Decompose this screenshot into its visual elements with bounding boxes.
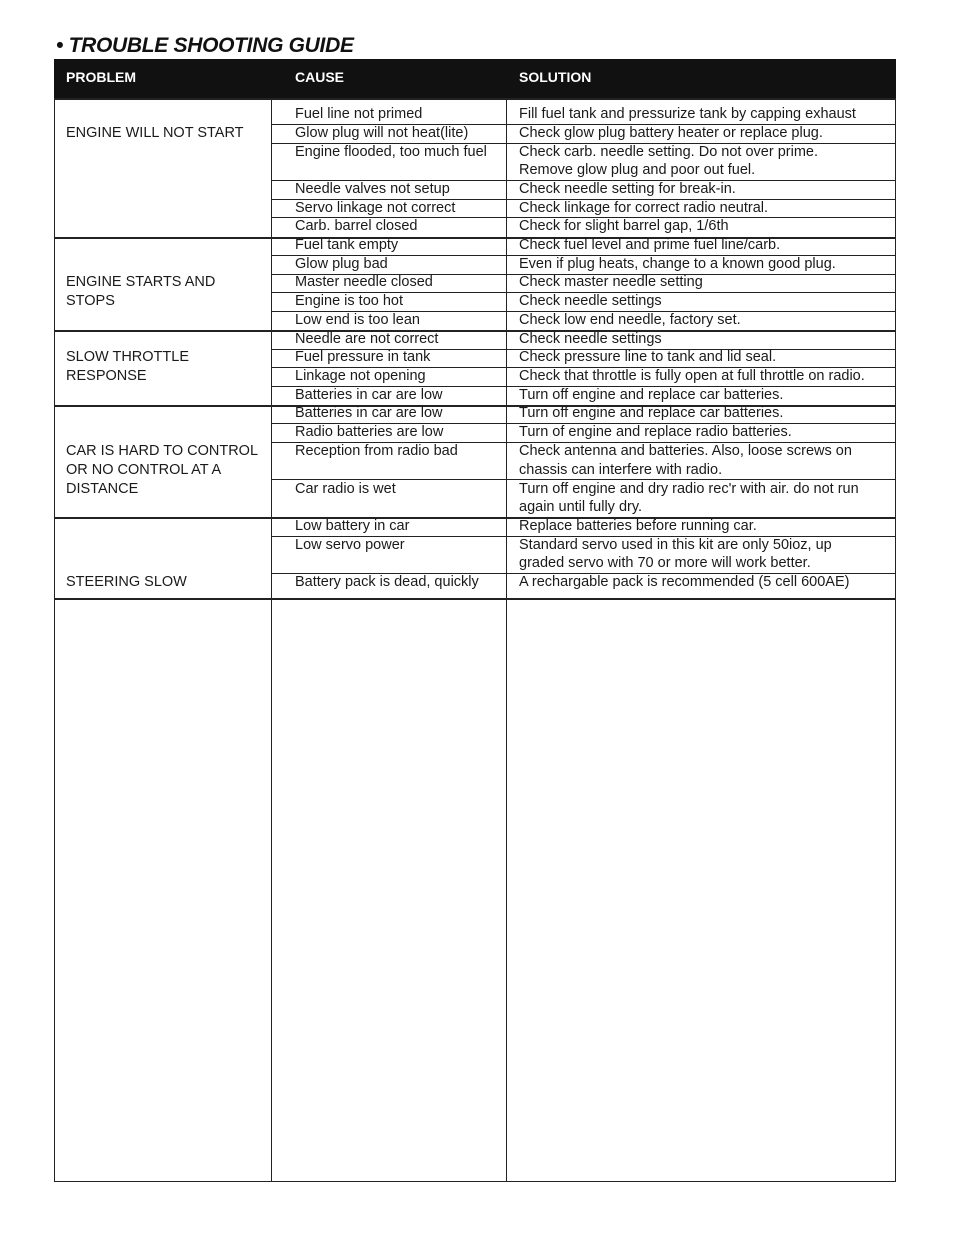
cause-cell: Batteries in car are low (295, 405, 443, 421)
cause-cell: Fuel pressure in tank (295, 349, 431, 365)
solution-cell: Even if plug heats, change to a known good plug. (519, 256, 836, 272)
column-divider (271, 99, 272, 1182)
problem-label: ENGINE WILL NOT START (66, 125, 244, 141)
solution-cell: Fill fuel tank and pressurize tank by capping exhaust (519, 106, 856, 122)
cause-cell: Engine flooded, too much fuel (295, 144, 487, 160)
solution-cell: A rechargable pack is recommended (5 cell 600AE) (519, 574, 850, 590)
cause-cell: Linkage not opening (295, 368, 426, 384)
cause-cell: Glow plug will not heat(lite) (295, 125, 469, 141)
cause-cell: Master needle closed (295, 274, 433, 290)
problem-label: STEERING SLOW (66, 574, 187, 590)
solution-cell: Turn off engine and replace car batteries. (519, 387, 784, 403)
header-cause: CAUSE (295, 69, 345, 85)
solution-cell: Check low end needle, factory set. (519, 312, 741, 328)
solution-cell: Check needle setting for break-in. (519, 181, 736, 197)
solution-cell: Check needle settings (519, 293, 662, 309)
solution-cell: again until fully dry. (519, 499, 643, 515)
solution-cell: Check linkage for correct radio neutral. (519, 200, 769, 216)
cause-cell: Radio batteries are low (295, 424, 444, 440)
solution-cell: Check that throttle is fully open at full throttle on radio. (519, 368, 865, 384)
solution-cell: Check fuel level and prime fuel line/carb. (519, 237, 781, 253)
solution-cell: chassis can interfere with radio. (519, 462, 723, 478)
solution-cell: Check master needle setting (519, 274, 703, 290)
cause-cell: Carb. barrel closed (295, 218, 418, 234)
solution-cell: Check glow plug battery heater or replace plug. (519, 125, 823, 141)
cause-cell: Battery pack is dead, quickly (295, 574, 479, 590)
column-divider (506, 99, 507, 1182)
cause-cell: Low end is too lean (295, 312, 420, 328)
cause-cell: Batteries in car are low (295, 387, 443, 403)
group-divider (54, 517, 896, 519)
cause-cell: Fuel line not primed (295, 106, 423, 122)
solution-cell: graded servo with 70 or more will work better. (519, 555, 811, 571)
solution-cell: Turn off engine and dry radio rec'r with air. do not run (519, 481, 859, 497)
solution-cell: Check carb. needle setting. Do not over prime. (519, 144, 819, 160)
solution-cell: Check needle settings (519, 331, 662, 347)
problem-label: STOPS (66, 293, 115, 309)
group-divider (54, 98, 896, 100)
header-problem: PROBLEM (66, 69, 136, 85)
problem-label: CAR IS HARD TO CONTROL (66, 443, 259, 459)
solution-cell: Check for slight barrel gap, 1/6th (519, 218, 729, 234)
cause-cell: Car radio is wet (295, 481, 396, 497)
page-title: • TROUBLE SHOOTING GUIDE (56, 34, 354, 57)
problem-label: OR NO CONTROL AT A (66, 462, 222, 478)
solution-cell: Replace batteries before running car. (519, 518, 757, 534)
solution-cell: Check pressure line to tank and lid seal. (519, 349, 777, 365)
cause-cell: Servo linkage not correct (295, 200, 456, 216)
problem-label: RESPONSE (66, 368, 147, 384)
problem-label: SLOW THROTTLE (66, 349, 189, 365)
cause-cell: Engine is too hot (295, 293, 404, 309)
troubleshooting-table (54, 59, 896, 1182)
cause-cell: Needle are not correct (295, 331, 439, 347)
cause-cell: Low battery in car (295, 518, 410, 534)
solution-cell: Turn off engine and replace car batteries. (519, 405, 784, 421)
cause-cell: Glow plug bad (295, 256, 388, 272)
group-divider (54, 598, 896, 600)
cause-cell: Fuel tank empty (295, 237, 399, 253)
cause-cell: Low servo power (295, 537, 405, 553)
group-divider (54, 330, 896, 332)
table-header (54, 59, 896, 99)
cause-cell: Reception from radio bad (295, 443, 458, 459)
cause-cell: Needle valves not setup (295, 181, 450, 197)
solution-cell: Remove glow plug and poor out fuel. (519, 162, 756, 178)
problem-label: ENGINE STARTS AND (66, 274, 216, 290)
solution-cell: Standard servo used in this kit are only 50ioz, up (519, 537, 832, 553)
header-solution: SOLUTION (519, 69, 592, 85)
problem-label: DISTANCE (66, 481, 139, 497)
solution-cell: Check antenna and batteries. Also, loose screws on (519, 443, 852, 459)
solution-cell: Turn of engine and replace radio batteries. (519, 424, 792, 440)
